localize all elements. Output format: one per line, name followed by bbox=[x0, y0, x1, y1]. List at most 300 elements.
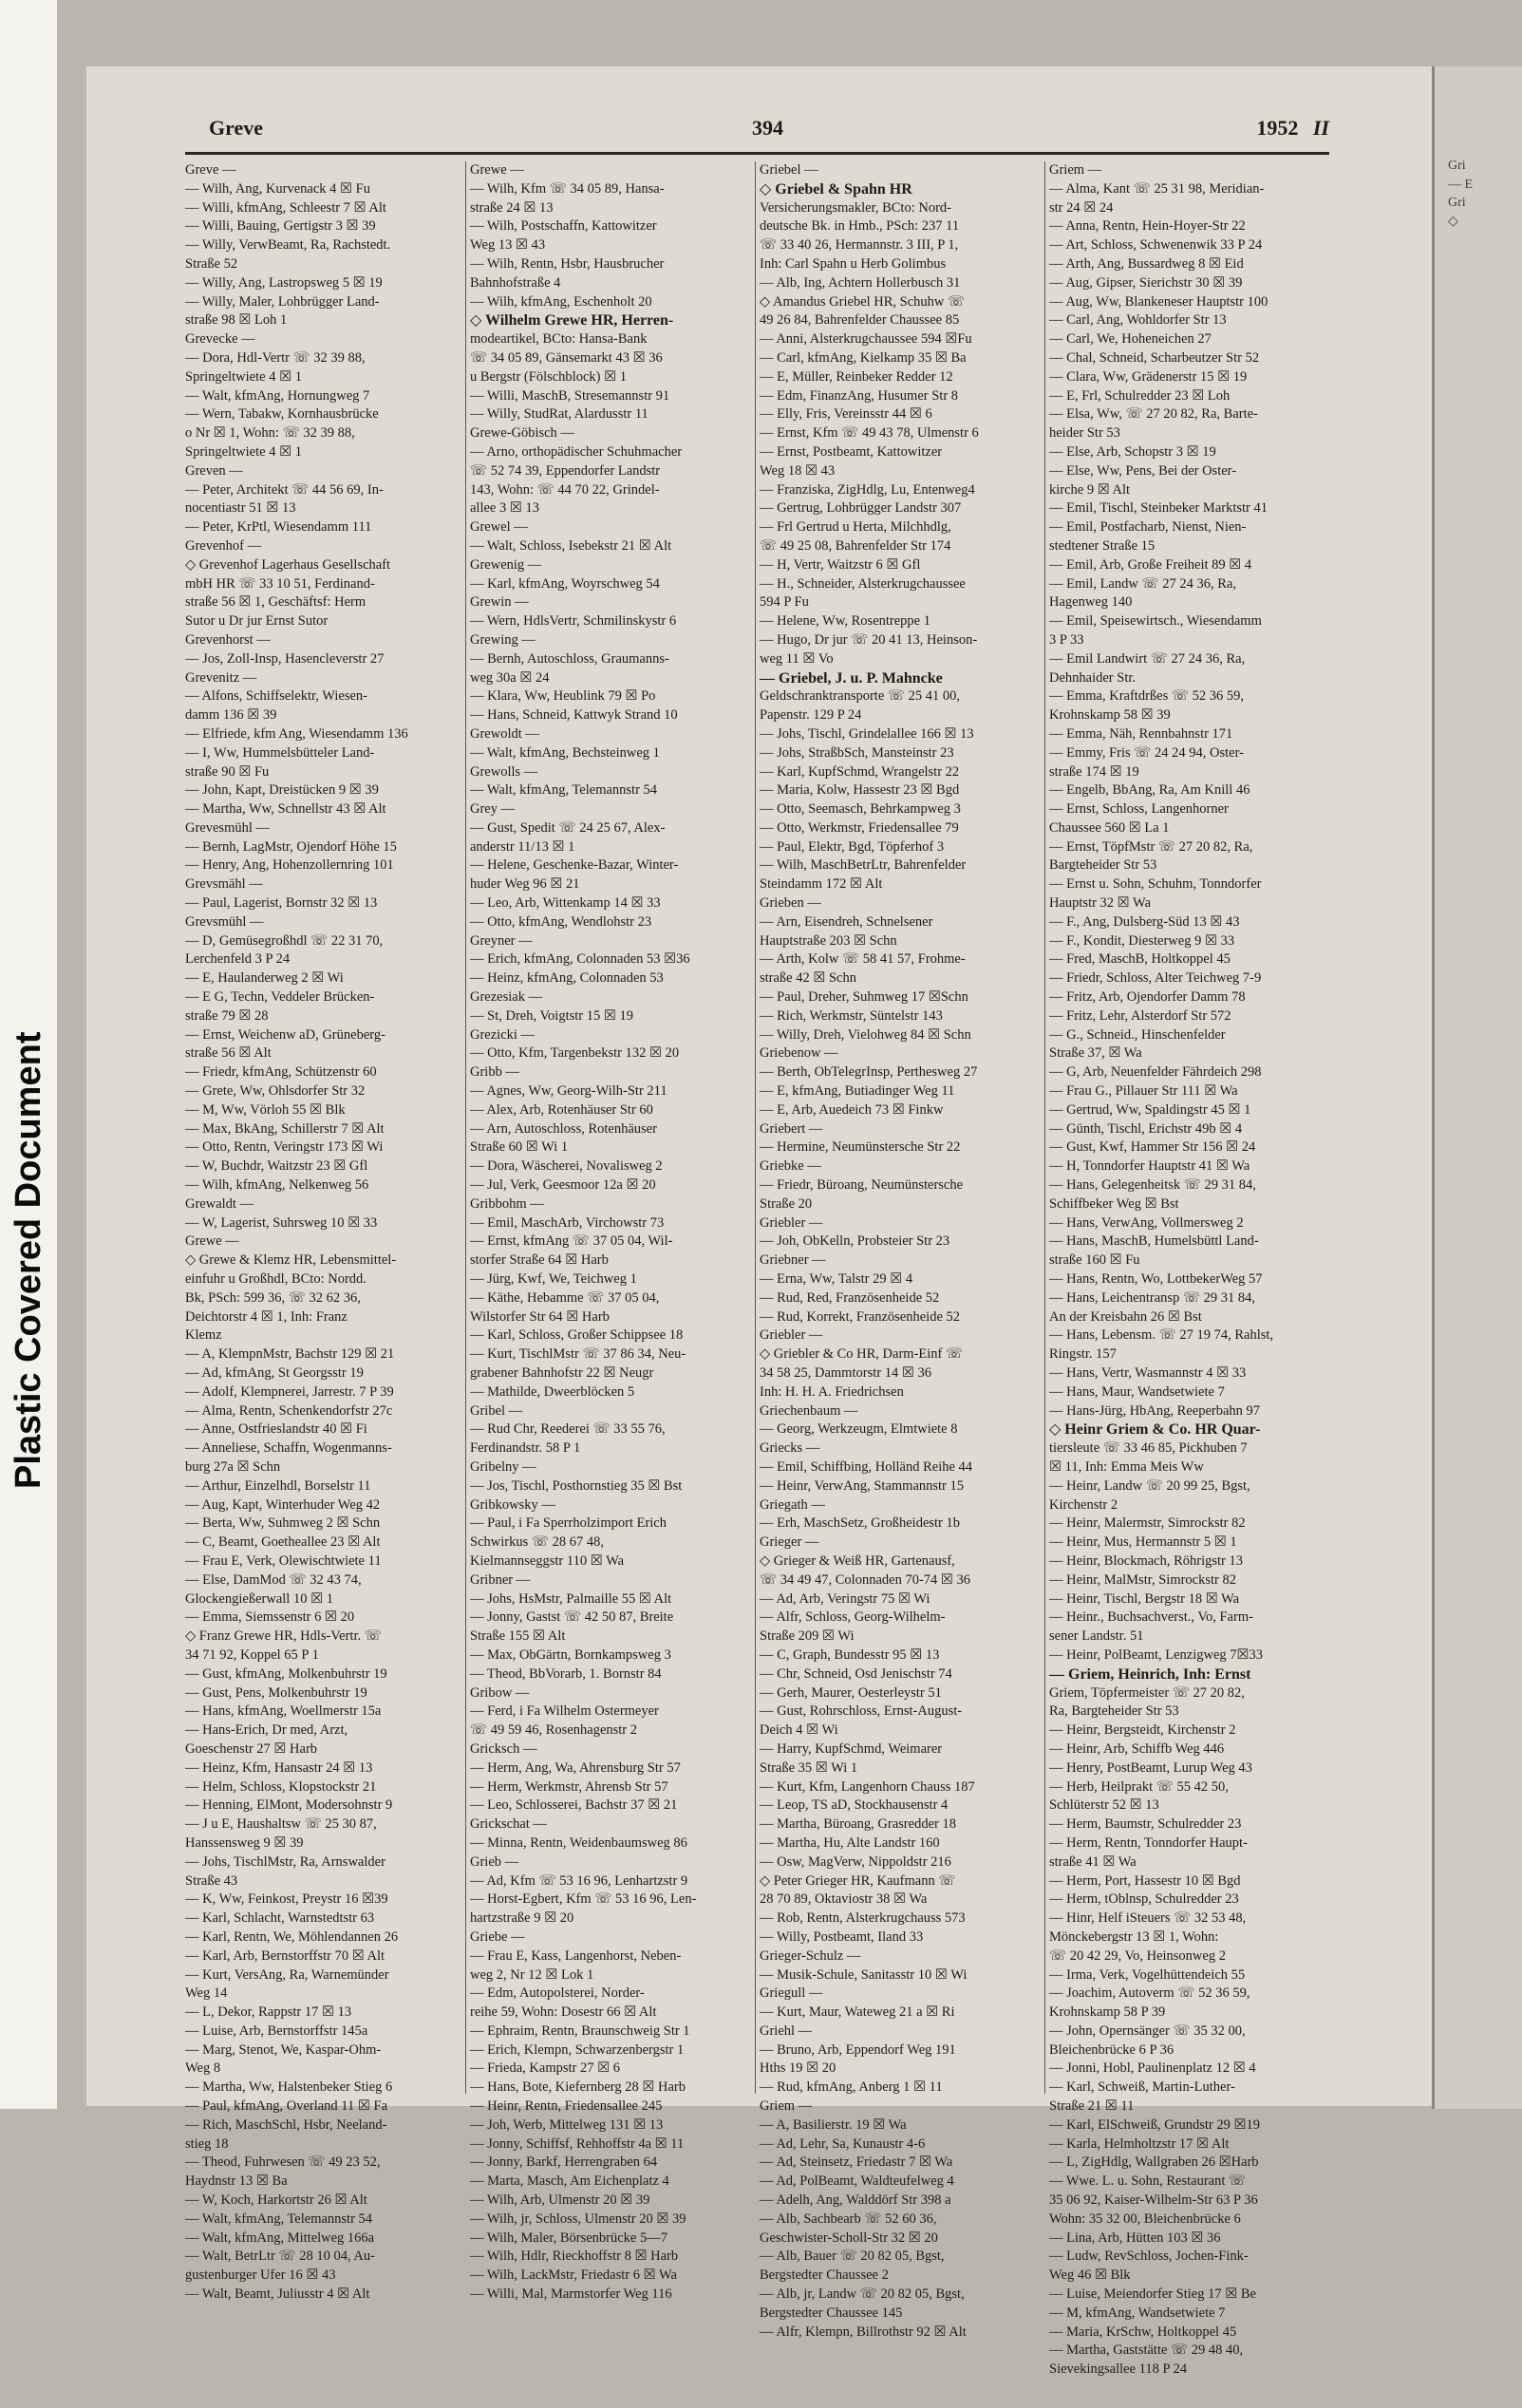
directory-entry: — Ferd, i Fa Wilhelm Ostermeyer bbox=[470, 1703, 659, 1720]
adjacent-fragment bbox=[1448, 287, 1519, 306]
directory-entry: — Walt, Schloss, Isebekstr 21 ☒ Alt bbox=[470, 537, 672, 554]
directory-entry: — Walt, kfmAng, Bechsteinweg 1 bbox=[470, 744, 660, 761]
directory-entry: huder Weg 96 ☒ 21 bbox=[470, 876, 580, 893]
directory-entry: Griebler — bbox=[760, 1327, 823, 1344]
directory-entry: — Jul, Verk, Geesmoor 12a ☒ 20 bbox=[470, 1177, 656, 1194]
adjacent-fragment bbox=[1448, 2073, 1519, 2092]
directory-entry: — Fritz, Lehr, Alsterdorf Str 572 bbox=[1049, 1007, 1231, 1024]
adjacent-fragment bbox=[1448, 2017, 1519, 2036]
adjacent-fragment bbox=[1448, 1087, 1519, 1106]
directory-entry: Grewing — bbox=[470, 631, 536, 648]
adjacent-fragment bbox=[1448, 1254, 1519, 1273]
directory-entry: ☏ 20 42 29, Vo, Heinsonweg 2 bbox=[1049, 1947, 1226, 1964]
directory-entry: Bahnhofstraße 4 bbox=[470, 274, 561, 291]
directory-entry: Grewoldt — bbox=[470, 725, 539, 742]
directory-entry: — Martha, Ww, Schnellstr 43 ☒ Alt bbox=[185, 801, 386, 818]
directory-entry: — K, Ww, Feinkost, Preystr 16 ☒39 bbox=[185, 1891, 388, 1908]
adjacent-fragment bbox=[1448, 1608, 1519, 1627]
directory-entry: — Helm, Schloss, Klopstockstr 21 bbox=[185, 1778, 377, 1795]
directory-entry: — Walt, kfmAng, Mittelweg 166a bbox=[185, 2229, 375, 2246]
adjacent-fragment bbox=[1448, 1031, 1519, 1050]
directory-entry: Bargteheider Str 53 bbox=[1049, 857, 1157, 874]
directory-entry: — Leo, Arb, Wittenkamp 14 ☒ 33 bbox=[470, 895, 661, 912]
directory-entry: — Emil, Landw ☏ 27 24 36, Ra, bbox=[1049, 575, 1236, 592]
directory-entry: — Musik-Schule, Sanitasstr 10 ☒ Wi bbox=[760, 1966, 968, 1983]
directory-entry: heider Str 53 bbox=[1049, 425, 1120, 442]
directory-entry: — Rud, kfmAng, Anberg 1 ☒ 11 bbox=[760, 2079, 943, 2096]
directory-entry: Griem — bbox=[760, 2098, 813, 2115]
directory-entry: — Wilh, Arb, Ulmenstr 20 ☒ 39 bbox=[470, 2192, 650, 2209]
directory-entry: Griem — bbox=[1049, 162, 1102, 178]
directory-entry: — Fritz, Arb, Ojendorfer Damm 78 bbox=[1049, 989, 1246, 1006]
directory-entry: ◇ Griebel & Spahn HR bbox=[760, 180, 912, 198]
directory-entry: Straße 21 ☒ 11 bbox=[1049, 2098, 1135, 2115]
directory-entry: — E G, Techn, Veddeler Brücken- bbox=[185, 989, 375, 1006]
directory-entry: — Karl, Arb, Bernstorffstr 70 ☒ Alt bbox=[185, 1947, 385, 1964]
directory-entry: — Alma, Rentn, Schenkendorfstr 27c bbox=[185, 1402, 393, 1419]
adjacent-fragment bbox=[1448, 1217, 1519, 1236]
directory-entry: — Friedr, Büroang, Neumünstersche bbox=[760, 1177, 964, 1194]
directory-entry: Kirchenstr 2 bbox=[1049, 1496, 1118, 1513]
directory-entry: Sutor u Dr jur Ernst Sutor bbox=[185, 613, 329, 630]
directory-entry: Grewolls — bbox=[470, 763, 538, 780]
directory-entry: Gricksch — bbox=[470, 1740, 537, 1757]
directory-entry: 594 P Fu bbox=[760, 594, 809, 611]
adjacent-fragment bbox=[1448, 752, 1519, 771]
directory-entry: — F., Ang, Dulsberg-Süd 13 ☒ 43 bbox=[1049, 913, 1240, 930]
directory-entry: — Helene, Ww, Rosentreppe 1 bbox=[760, 613, 930, 630]
column-3 bbox=[760, 161, 1033, 2340]
directory-entry: Gribelny — bbox=[470, 1458, 536, 1475]
directory-entry: — Heinr, Tischl, Bergstr 18 ☒ Wa bbox=[1049, 1590, 1240, 1607]
directory-entry: einfuhr u Großhdl, BCto: Nordd. bbox=[185, 1271, 366, 1288]
directory-entry: — Heinr, Mus, Hermannstr 5 ☒ 1 bbox=[1049, 1534, 1237, 1551]
directory-entry: Griecks — bbox=[760, 1440, 820, 1457]
directory-entry: grabener Bahnhofstr 22 ☒ Neugr bbox=[470, 1365, 654, 1381]
directory-entry: straße 41 ☒ Wa bbox=[1049, 1853, 1137, 1870]
directory-entry: 34 58 25, Dammtorstr 14 ☒ 36 bbox=[760, 1365, 931, 1381]
directory-entry: — Hans, VerwAng, Vollmersweg 2 bbox=[1049, 1214, 1244, 1231]
directory-entry: — Peter, Architekt ☏ 44 56 69, In- bbox=[185, 481, 384, 498]
directory-entry: straße 42 ☒ Schn bbox=[760, 970, 856, 987]
directory-entry: — Edm, Autopolsterei, Norder- bbox=[470, 1985, 645, 2002]
adjacent-fragment bbox=[1448, 1943, 1519, 1962]
directory-entry: — W, Buchdr, Waitzstr 23 ☒ Gfl bbox=[185, 1158, 368, 1175]
directory-entry: 3 P 33 bbox=[1049, 631, 1084, 648]
directory-entry: — Jos, Tischl, Posthornstieg 35 ☒ Bst bbox=[470, 1477, 683, 1494]
directory-entry: Griechenbaum — bbox=[760, 1402, 858, 1419]
directory-entry: str 24 ☒ 24 bbox=[1049, 199, 1114, 216]
directory-entry: — Ernst u. Sohn, Schuhm, Tonndorfer bbox=[1049, 876, 1262, 893]
directory-entry: — Walt, kfmAng, Telemannstr 54 bbox=[185, 2210, 373, 2227]
directory-entry: — Jonny, Gastst ☏ 42 50 87, Breite bbox=[470, 1609, 674, 1626]
directory-entry: Schlüterstr 52 ☒ 13 bbox=[1049, 1797, 1159, 1814]
adjacent-fragment bbox=[1448, 566, 1519, 585]
directory-entry: — Hans, Schneid, Kattwyk Strand 10 bbox=[470, 707, 678, 724]
directory-entry: — Karl, Rentn, We, Möhlendannen 26 bbox=[185, 1928, 399, 1945]
directory-entry: Bergstedter Chaussee 2 bbox=[760, 2267, 889, 2284]
adjacent-fragment bbox=[1448, 1794, 1519, 1813]
directory-entry: — Ad, Kfm ☏ 53 16 96, Lenhartzstr 9 bbox=[470, 1872, 688, 1889]
adjacent-fragment bbox=[1448, 2389, 1519, 2408]
directory-entry: — Carl, We, Hoheneichen 27 bbox=[1049, 331, 1212, 348]
directory-entry: — M, Ww, Vörloh 55 ☒ Blk bbox=[185, 1101, 346, 1118]
directory-entry: — Paul, Elektr, Bgd, Töpferhof 3 bbox=[760, 838, 945, 855]
directory-entry: — Emil, Speisewirtsch., Wiesendamm bbox=[1049, 613, 1262, 630]
adjacent-fragment bbox=[1448, 1850, 1519, 1869]
directory-entry: — Edm, FinanzAng, Husumer Str 8 bbox=[760, 387, 959, 404]
directory-entry: — Hans, Maur, Wandsetwiete 7 bbox=[1049, 1383, 1225, 1400]
directory-entry: Steindamm 172 ☒ Alt bbox=[760, 876, 883, 893]
directory-entry: nocentiastr 51 ☒ 13 bbox=[185, 500, 296, 517]
directory-entry: Wilstorfer Str 64 ☒ Harb bbox=[470, 1308, 610, 1325]
directory-entry: — Hans-Erich, Dr med, Arzt, bbox=[185, 1722, 348, 1739]
directory-entry: — Heinr, Landw ☏ 20 99 25, Bgst, bbox=[1049, 1477, 1250, 1494]
directory-entry: — Aug, Ww, Blankeneser Hauptstr 100 bbox=[1049, 293, 1268, 310]
directory-entry: storfer Straße 64 ☒ Harb bbox=[470, 1252, 609, 1269]
adjacent-fragment bbox=[1448, 1142, 1519, 1161]
directory-entry: — Luise, Arb, Bernstorffstr 145a bbox=[185, 2022, 368, 2039]
running-head: Greve bbox=[209, 116, 264, 140]
adjacent-fragment bbox=[1448, 1924, 1519, 1943]
directory-entry: — Arno, orthopädischer Schuhmacher bbox=[470, 443, 683, 460]
directory-entry: — Paul, i Fa Sperrholzimport Erich bbox=[470, 1515, 667, 1532]
adjacent-fragment bbox=[1448, 1310, 1519, 1329]
adjacent-fragment bbox=[1448, 882, 1519, 901]
directory-entry: ◇ Griebler & Co HR, Darm-Einf ☏ bbox=[760, 1346, 964, 1363]
adjacent-fragment bbox=[1448, 2129, 1519, 2148]
directory-entry: — Otto, Kfm, Targenbekstr 132 ☒ 20 bbox=[470, 1045, 680, 1062]
directory-entry: — Willi, MaschB, Stresemannstr 91 bbox=[470, 387, 670, 404]
directory-entry: — Aug, Gipser, Sierichstr 30 ☒ 39 bbox=[1049, 274, 1243, 291]
directory-entry: — Friedr, kfmAng, Schützenstr 60 bbox=[185, 1064, 377, 1081]
directory-entry: hartzstraße 9 ☒ 20 bbox=[470, 1910, 574, 1927]
adjacent-fragment bbox=[1448, 417, 1519, 436]
adjacent-fragment bbox=[1448, 622, 1519, 641]
directory-entry: — M, kfmAng, Wandsetwiete 7 bbox=[1049, 2305, 1226, 2321]
edition bbox=[1256, 116, 1329, 141]
directory-entry: — C, Beamt, Goetheallee 23 ☒ Alt bbox=[185, 1534, 381, 1551]
adjacent-fragment bbox=[1448, 2241, 1519, 2260]
page-header bbox=[209, 116, 1329, 154]
directory-entry: — Maria, KrSchw, Holtkoppel 45 bbox=[1049, 2323, 1237, 2340]
adjacent-fragment bbox=[1448, 2203, 1519, 2222]
directory-entry: — Elfriede, kfm Ang, Wiesendamm 136 bbox=[185, 725, 408, 742]
directory-entry: Gribow — bbox=[470, 1684, 530, 1701]
directory-entry: — Karl, ElSchweiß, Grundstr 29 ☒19 bbox=[1049, 2116, 1261, 2133]
directory-entry: — Rich, Werkmstr, Süntelstr 143 bbox=[760, 1007, 943, 1024]
directory-entry: Gribel — bbox=[470, 1402, 523, 1419]
directory-entry: — Heinr, Malermstr, Simrockstr 82 bbox=[1049, 1515, 1246, 1532]
directory-entry: — Elsa, Ww, ☏ 27 20 82, Ra, Barte- bbox=[1049, 406, 1258, 423]
directory-entry: Grevesmühl — bbox=[185, 819, 270, 836]
directory-entry: — Adolf, Klempnerei, Jarrestr. 7 P 39 bbox=[185, 1383, 394, 1400]
directory-entry: Grewel — bbox=[470, 519, 528, 536]
directory-entry: — Theod, BbVorarb, 1. Bornstr 84 bbox=[470, 1665, 662, 1682]
adjacent-fragment bbox=[1448, 380, 1519, 399]
adjacent-fragment bbox=[1448, 789, 1519, 808]
directory-entry: — Karl, kfmAng, Woyrschweg 54 bbox=[470, 575, 660, 592]
directory-entry: Griebel — bbox=[760, 162, 818, 178]
directory-entry: — I, Ww, Hummelsbütteler Land- bbox=[185, 744, 375, 761]
directory-entry: — Heinr, VerwAng, Stammannstr 15 bbox=[760, 1477, 965, 1494]
directory-entry: — Lina, Arb, Hütten 103 ☒ 36 bbox=[1049, 2229, 1221, 2246]
directory-entry: Chaussee 560 ☒ La 1 bbox=[1049, 819, 1170, 836]
directory-entry: straße 56 ☒ Alt bbox=[185, 1045, 272, 1062]
year: 1952 bbox=[1256, 116, 1299, 140]
directory-entry: 143, Wohn: ☏ 44 70 22, Grindel- bbox=[470, 481, 660, 498]
directory-entry: — Hans, Vertr, Wasmannstr 4 ☒ 33 bbox=[1049, 1365, 1247, 1381]
directory-entry: Hanssensweg 9 ☒ 39 bbox=[185, 1834, 304, 1851]
directory-entry: — Alex, Arb, Rotenhäuser Str 60 bbox=[470, 1101, 653, 1118]
adjacent-fragment bbox=[1448, 1384, 1519, 1403]
directory-entry: — Bruno, Arb, Eppendorf Weg 191 bbox=[760, 2041, 956, 2058]
directory-entry: Inh: Carl Spahn u Herb Golimbus bbox=[760, 255, 947, 272]
directory-entry: — Hans, Rentn, Wo, LottbekerWeg 57 bbox=[1049, 1271, 1263, 1288]
adjacent-fragment bbox=[1448, 1180, 1519, 1199]
directory-entry: Grevsmähl — bbox=[185, 876, 263, 893]
adjacent-fragment bbox=[1448, 640, 1519, 659]
directory-entry: — Henry, Ang, Hohenzollernring 101 bbox=[185, 857, 394, 874]
directory-entry: 49 26 84, Bahrenfelder Chaussee 85 bbox=[760, 312, 960, 329]
directory-entry: ◇ Grevenhof Lagerhaus Gesellschaft bbox=[185, 556, 391, 573]
adjacent-fragment bbox=[1448, 808, 1519, 827]
directory-entry: ☒ 11, Inh: Emma Meis Ww bbox=[1049, 1458, 1204, 1475]
directory-entry: — Emil, Schiffbing, Holländ Reihe 44 bbox=[760, 1458, 973, 1475]
directory-entry: — Wilh, kfmAng, Eschenholt 20 bbox=[470, 293, 652, 310]
adjacent-fragment bbox=[1448, 1440, 1519, 1459]
directory-entry: Hagenweg 140 bbox=[1049, 594, 1133, 611]
directory-entry: — Wern, Tabakw, Kornhausbrücke bbox=[185, 406, 379, 423]
directory-entry: — Dora, Wäscherei, Novalisweg 2 bbox=[470, 1158, 663, 1175]
directory-entry: Weg 13 ☒ 43 bbox=[470, 237, 546, 254]
directory-entry: — Mathilde, Dweerblöcken 5 bbox=[470, 1383, 635, 1400]
directory-entry: — Jos, Zoll-Insp, Hasencleverstr 27 bbox=[185, 650, 385, 667]
directory-entry: Straße 209 ☒ Wi bbox=[760, 1628, 855, 1645]
directory-entry: 35 06 92, Kaiser-Wilhelm-Str 63 P 36 bbox=[1049, 2192, 1258, 2209]
directory-entry: — Johs, StraßbSch, Mansteinstr 23 bbox=[760, 744, 954, 761]
directory-entry: — Wwe. L. u. Sohn, Restaurant ☏ bbox=[1049, 2173, 1247, 2190]
directory-entry: — Herb, Heilprakt ☏ 55 42 50, bbox=[1049, 1778, 1229, 1795]
adjacent-fragment bbox=[1448, 2333, 1519, 2352]
directory-entry: Weg 46 ☒ Blk bbox=[1049, 2267, 1131, 2284]
directory-entry: — Max, ObGärtn, Bornkampsweg 3 bbox=[470, 1646, 671, 1663]
column-2 bbox=[470, 161, 743, 2303]
directory-entry: — Anneliese, Schaffn, Wogenmanns- bbox=[185, 1440, 392, 1457]
directory-entry: — Anni, Alsterkrugchaussee 594 ☒Fu bbox=[760, 331, 972, 348]
directory-entry: — F., Kondit, Diesterweg 9 ☒ 33 bbox=[1049, 932, 1235, 949]
directory-entry: — A, Basilierstr. 19 ☒ Wa bbox=[760, 2116, 907, 2133]
directory-entry: allee 3 ☒ 13 bbox=[470, 500, 539, 517]
directory-entry: Weg 8 bbox=[185, 2060, 221, 2077]
directory-entry: — Heinr, Blockmach, Röhrigstr 13 bbox=[1049, 1552, 1243, 1569]
directory-entry: — Otto, Werkmstr, Friedensallee 79 bbox=[760, 819, 959, 836]
adjacent-fragment bbox=[1448, 2092, 1519, 2111]
column-1 bbox=[185, 161, 459, 2303]
directory-entry: — Heinz, kfmAng, Colonnaden 53 bbox=[470, 970, 664, 987]
adjacent-fragment bbox=[1448, 436, 1519, 455]
directory-entry: — Clara, Ww, Grädenerstr 15 ☒ 19 bbox=[1049, 368, 1248, 385]
directory-entry: — Anna, Rentn, Hein-Hoyer-Str 22 bbox=[1049, 218, 1246, 235]
adjacent-fragment bbox=[1448, 1646, 1519, 1665]
adjacent-fragment bbox=[1448, 1962, 1519, 1981]
directory-entry: — Kurt, Maur, Wateweg 21 a ☒ Ri bbox=[760, 2004, 955, 2021]
adjacent-fragment bbox=[1448, 1403, 1519, 1422]
adjacent-fragment bbox=[1448, 2222, 1519, 2241]
directory-entry: — Heinr, Rentn, Friedensallee 245 bbox=[470, 2098, 663, 2115]
directory-entry: — E, kfmAng, Butiadinger Weg 11 bbox=[760, 1083, 955, 1100]
directory-entry: Deichtorstr 4 ☒ 1, Inh: Franz bbox=[185, 1308, 348, 1325]
directory-entry: — Alfr, Klempn, Billrothstr 92 ☒ Alt bbox=[760, 2323, 967, 2340]
directory-entry: — Leop, TS aD, Stockhausenstr 4 bbox=[760, 1797, 949, 1814]
directory-entry: — Karl, Schloss, Großer Schippsee 18 bbox=[470, 1327, 684, 1344]
directory-entry: — Martha, Büroang, Grasredder 18 bbox=[760, 1816, 956, 1833]
directory-entry: — Arth, Ang, Bussardweg 8 ☒ Eid bbox=[1049, 255, 1244, 272]
directory-entry: Krohnskamp 58 ☒ 39 bbox=[1049, 707, 1171, 724]
directory-entry: — Karl, KupfSchmd, Wrangelstr 22 bbox=[760, 763, 960, 780]
adjacent-fragment bbox=[1448, 1161, 1519, 1180]
directory-entry: — Ad, Lehr, Sa, Kunaustr 4-6 bbox=[760, 2135, 926, 2152]
directory-entry: Mönckebergstr 13 ☒ 1, Wohn: bbox=[1049, 1928, 1219, 1945]
adjacent-fragment bbox=[1448, 1366, 1519, 1385]
directory-entry: — Frieda, Kampstr 27 ☒ 6 bbox=[470, 2060, 620, 2077]
directory-entry: — St, Dreh, Voigtstr 15 ☒ 19 bbox=[470, 1007, 633, 1024]
directory-entry: — Frl Gertrud u Herta, Milchhdlg, bbox=[760, 519, 951, 536]
adjacent-fragment bbox=[1448, 1273, 1519, 1292]
directory-entry: — Wilh, Rentn, Hsbr, Hausbrucher bbox=[470, 255, 665, 272]
directory-entry: — Alb, Sachbearb ☏ 52 60 36, bbox=[760, 2210, 937, 2227]
directory-entry: Weg 14 bbox=[185, 1985, 228, 2002]
directory-entry: Grieger-Schulz — bbox=[760, 1947, 861, 1964]
directory-entry: Straße 35 ☒ Wi 1 bbox=[760, 1759, 858, 1776]
directory-entry: — Rob, Rentn, Alsterkrugchauss 573 bbox=[760, 1910, 966, 1927]
directory-entry: — Rud, Korrekt, Französenheide 52 bbox=[760, 1308, 961, 1325]
directory-entry: reihe 59, Wohn: Dosestr 66 ☒ Alt bbox=[470, 2004, 657, 2021]
directory-entry: — Wilh, jr, Schloss, Ulmenstr 20 ☒ 39 bbox=[470, 2210, 686, 2227]
adjacent-fragment bbox=[1448, 919, 1519, 938]
scan-border bbox=[0, 0, 57, 2109]
directory-entry: straße 24 ☒ 13 bbox=[470, 199, 554, 216]
directory-entry: Ra, Bargteheider Str 53 bbox=[1049, 1703, 1179, 1720]
directory-entry: — Alb, jr, Landw ☏ 20 82 05, Bgst, bbox=[760, 2286, 965, 2303]
directory-entry: — Gust, Pens, Molkenbuhrstr 19 bbox=[185, 1684, 367, 1701]
directory-entry: — Jonny, Barkf, Herrengraben 64 bbox=[470, 2154, 658, 2171]
directory-entry: — Günth, Tischl, Erichstr 49b ☒ 4 bbox=[1049, 1120, 1243, 1137]
directory-entry: weg 30a ☒ 24 bbox=[470, 669, 550, 686]
directory-entry: — Adelh, Ang, Walddörf Str 398 a bbox=[760, 2192, 951, 2209]
directory-entry: deutsche Bk. in Hmb., PSch: 237 11 bbox=[760, 218, 960, 235]
directory-entry: — Gertrug, Lohbrügger Landstr 307 bbox=[760, 500, 962, 517]
directory-entry: Grewe — bbox=[185, 1233, 239, 1250]
directory-entry: — Emma, Kraftdrßes ☏ 52 36 59, bbox=[1049, 688, 1244, 705]
directory-entry: Bleichenbrücke 6 P 36 bbox=[1049, 2041, 1174, 2058]
directory-entry: — A, KlempnMstr, Bachstr 129 ☒ 21 bbox=[185, 1346, 395, 1363]
adjacent-fragment bbox=[1448, 1980, 1519, 1999]
directory-entry: — Wilh, kfmAng, Nelkenweg 56 bbox=[185, 1177, 369, 1194]
directory-entry: Straße 52 bbox=[185, 255, 238, 272]
directory-entry: — Kurt, TischlMstr ☏ 37 86 34, Neu- bbox=[470, 1346, 686, 1363]
directory-entry: — Johs, HsMstr, Palmaille 55 ☒ Alt bbox=[470, 1590, 672, 1607]
directory-entry: — Friedr, Schloss, Alter Teichweg 7-9 bbox=[1049, 970, 1262, 987]
directory-entry: — Otto, Rentn, Veringstr 173 ☒ Wi bbox=[185, 1139, 384, 1156]
adjacent-fragment bbox=[1448, 306, 1519, 325]
directory-entry: — Martha, Hu, Alte Landstr 160 bbox=[760, 1834, 940, 1851]
directory-entry: — Ad, Arb, Veringstr 75 ☒ Wi bbox=[760, 1590, 930, 1607]
directory-entry: Gribb — bbox=[470, 1064, 519, 1081]
adjacent-fragment bbox=[1448, 1887, 1519, 1906]
directory-entry: Greven — bbox=[185, 462, 243, 479]
adjacent-fragment bbox=[1448, 2296, 1519, 2315]
directory-entry: ☏ 52 74 39, Eppendorfer Landstr bbox=[470, 462, 661, 479]
directory-entry: ◇ Franz Grewe HR, Hdls-Vertr. ☏ bbox=[185, 1628, 382, 1645]
directory-entry: Griegath — bbox=[760, 1496, 825, 1513]
directory-entry: — Gust, Spedit ☏ 24 25 67, Alex- bbox=[470, 819, 666, 836]
directory-entry: Hauptstr 32 ☒ Wa bbox=[1049, 895, 1152, 912]
directory-entry: ◇ Amandus Griebel HR, Schuhw ☏ bbox=[760, 293, 966, 310]
directory-entry: — Ad, kfmAng, St Georgsstr 19 bbox=[185, 1365, 364, 1381]
directory-entry: Griebenow — bbox=[760, 1045, 838, 1062]
directory-entry: Dehnhaider Str. bbox=[1049, 669, 1137, 686]
directory-entry: — Arth, Kolw ☏ 58 41 57, Frohme- bbox=[760, 951, 966, 968]
adjacent-fragment bbox=[1448, 2110, 1519, 2129]
directory-entry: — Herm, tOblnsp, Schulredder 23 bbox=[1049, 1891, 1239, 1908]
adjacent-fragment bbox=[1448, 1068, 1519, 1087]
adjacent-fragment bbox=[1448, 1590, 1519, 1608]
directory-entry: — Bernh, Autoschloss, Graumanns- bbox=[470, 650, 669, 667]
directory-entry: Papenstr. 129 P 24 bbox=[760, 707, 862, 724]
directory-entry: — Leo, Schlosserei, Bachstr 37 ☒ 21 bbox=[470, 1797, 678, 1814]
adjacent-fragment bbox=[1448, 901, 1519, 920]
directory-entry: — Wern, HdlsVertr, Schmilinskystr 6 bbox=[470, 613, 677, 630]
directory-entry: — Arthur, Einzelhdl, Borselstr 11 bbox=[185, 1477, 371, 1494]
directory-entry: Griem, Töpfermeister ☏ 27 20 82, bbox=[1049, 1684, 1245, 1701]
directory-entry: Springeltwiete 4 ☒ 1 bbox=[185, 443, 302, 460]
directory-entry: u Bergstr (Fölschblock) ☒ 1 bbox=[470, 368, 627, 385]
directory-entry: 34 71 92, Koppel 65 P 1 bbox=[185, 1646, 319, 1663]
directory-entry: — Ernst, Postbeamt, Kattowitzer bbox=[760, 443, 943, 460]
directory-entry: — Karl, Schlacht, Warnstedtstr 63 bbox=[185, 1910, 375, 1927]
directory-entry: — Willy, Ang, Lastropsweg 5 ☒ 19 bbox=[185, 274, 383, 291]
adjacent-fragment bbox=[1448, 1421, 1519, 1440]
directory-entry: — Griebel, J. u. P. Mahncke bbox=[760, 669, 943, 687]
directory-entry: — H, Tonndorfer Hauptstr 41 ☒ Wa bbox=[1049, 1158, 1250, 1175]
directory-entry: — Ernst, Weichenw aD, Grüneberg- bbox=[185, 1026, 385, 1043]
header-rule bbox=[185, 152, 1329, 155]
adjacent-fragment bbox=[1448, 733, 1519, 752]
directory-entry: — Willy, Maler, Lohbrügger Land- bbox=[185, 293, 380, 310]
directory-entry: tiersleute ☏ 33 46 85, Pickhuben 7 bbox=[1049, 1440, 1248, 1457]
directory-entry: Griehl — bbox=[760, 2022, 813, 2039]
adjacent-fragment bbox=[1448, 1235, 1519, 1254]
directory-entry: straße 90 ☒ Fu bbox=[185, 763, 270, 780]
directory-entry: — Hans, kfmAng, Woellmerstr 15a bbox=[185, 1703, 382, 1720]
directory-entry: Geschwister-Scholl-Str 32 ☒ 20 bbox=[760, 2229, 938, 2246]
directory-entry: 28 70 89, Oktaviostr 38 ☒ Wa bbox=[760, 1891, 928, 1908]
directory-entry: — Frau E, Verk, Olewischtwiete 11 bbox=[185, 1552, 382, 1569]
adjacent-fragment bbox=[1448, 2259, 1519, 2278]
adjacent-fragment bbox=[1448, 1291, 1519, 1310]
directory-entry: — Arn, Eisendreh, Schnelsener bbox=[760, 913, 933, 930]
adjacent-fragment bbox=[1448, 529, 1519, 548]
directory-entry: stieg 18 bbox=[185, 2135, 229, 2152]
directory-entry: — Ernst, TöpfMstr ☏ 27 20 82, Ra, bbox=[1049, 838, 1253, 855]
directory-entry: — Max, BkAng, Schillerstr 7 ☒ Alt bbox=[185, 1120, 385, 1137]
adjacent-fragment bbox=[1448, 1869, 1519, 1888]
adjacent-fragment bbox=[1448, 473, 1519, 492]
directory-entry: — John, Kapt, Dreistücken 9 ☒ 39 bbox=[185, 782, 379, 799]
directory-entry: Schiffbeker Weg ☒ Bst bbox=[1049, 1195, 1179, 1212]
directory-entry: — Ad, Steinsetz, Friedastr 7 ☒ Wa bbox=[760, 2154, 953, 2171]
